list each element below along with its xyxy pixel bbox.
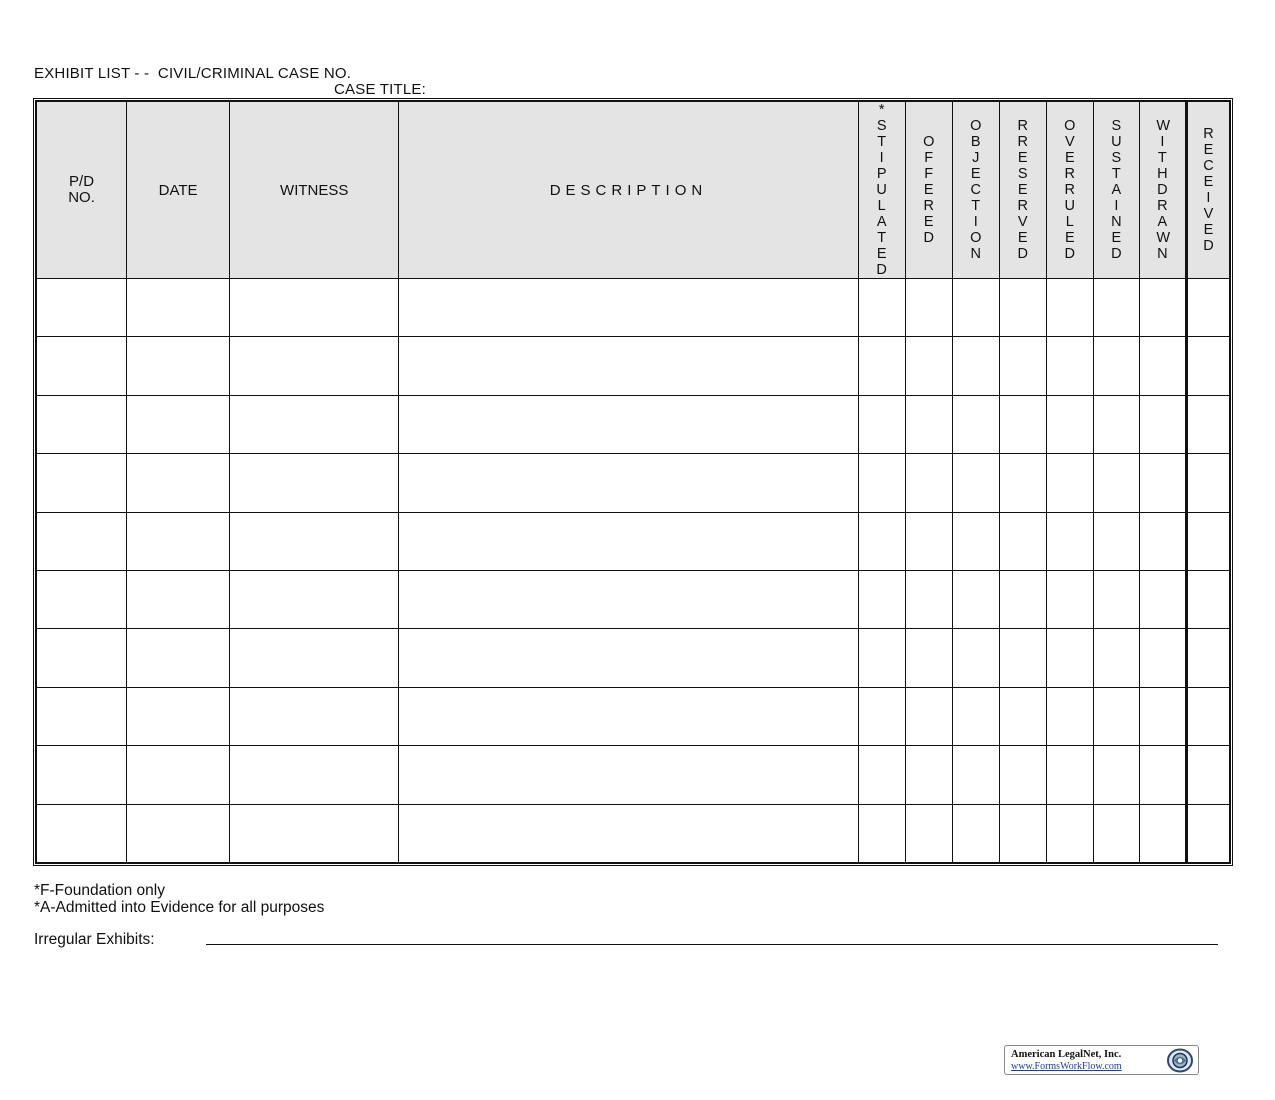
cell-stipulated[interactable] — [858, 570, 905, 628]
cell-received[interactable] — [1186, 512, 1229, 570]
cell-date[interactable] — [127, 687, 230, 745]
footnote-foundation: *F-Foundation only — [34, 882, 165, 899]
cell-withdrawn[interactable] — [1139, 454, 1186, 512]
table-row — [37, 804, 1230, 862]
cell-withdrawn[interactable] — [1139, 395, 1186, 453]
table-row — [37, 512, 1230, 570]
cell-overruled[interactable] — [1046, 337, 1093, 395]
cell-withdrawn[interactable] — [1139, 746, 1186, 804]
cell-offered[interactable] — [905, 570, 952, 628]
cell-date[interactable] — [127, 279, 230, 337]
cell-description[interactable] — [399, 279, 858, 337]
cell-stipulated[interactable] — [858, 512, 905, 570]
cell-pd_no[interactable] — [37, 687, 127, 745]
cell-objection[interactable] — [952, 746, 999, 804]
cell-witness[interactable] — [230, 570, 399, 628]
cell-witness[interactable] — [230, 454, 399, 512]
cell-stipulated[interactable] — [858, 746, 905, 804]
col-header-overruled — [1046, 102, 1093, 279]
cell-offered[interactable] — [905, 746, 952, 804]
cell-description[interactable] — [399, 629, 858, 687]
cell-stipulated[interactable] — [858, 687, 905, 745]
cell-sustained[interactable] — [1093, 629, 1139, 687]
cell-received[interactable] — [1186, 629, 1229, 687]
cell-overruled[interactable] — [1046, 804, 1093, 862]
col-header-sustained — [1093, 102, 1139, 279]
col-header-received — [1186, 102, 1229, 279]
table-row — [37, 746, 1230, 804]
table-row — [37, 687, 1230, 745]
cell-date[interactable] — [127, 395, 230, 453]
cell-sustained[interactable] — [1093, 395, 1139, 453]
cell-sustained[interactable] — [1093, 687, 1139, 745]
col-header-label: DESCRIPTION — [549, 181, 708, 199]
col-header-stipulated — [858, 102, 905, 279]
cell-description[interactable] — [399, 512, 858, 570]
cell-objection[interactable] — [952, 454, 999, 512]
cell-stipulated[interactable] — [858, 279, 905, 337]
cell-description[interactable] — [399, 804, 858, 862]
exhibit-table — [36, 101, 1230, 863]
col-header-label: RECEIVED — [1203, 126, 1214, 254]
cell-offered[interactable] — [905, 687, 952, 745]
cell-witness[interactable] — [230, 279, 399, 337]
cell-pd_no[interactable] — [37, 454, 127, 512]
table-row — [37, 570, 1230, 628]
globe-icon — [1160, 1047, 1196, 1074]
cell-reserved[interactable] — [999, 629, 1046, 687]
cell-received[interactable] — [1186, 746, 1229, 804]
cell-withdrawn[interactable] — [1139, 687, 1186, 745]
cell-offered[interactable] — [905, 337, 952, 395]
col-header-date — [127, 102, 230, 279]
cell-date[interactable] — [127, 337, 230, 395]
cell-pd_no[interactable] — [37, 570, 127, 628]
cell-withdrawn[interactable] — [1139, 629, 1186, 687]
cell-overruled[interactable] — [1046, 570, 1093, 628]
exhibit-list-title: EXHIBIT LIST - - CIVIL/CRIMINAL CASE NO. — [34, 65, 352, 82]
col-header-description — [399, 102, 858, 279]
col-header-label: DATE — [158, 181, 198, 199]
col-header-label: OBJECTION — [970, 118, 982, 262]
cell-offered[interactable] — [905, 395, 952, 453]
cell-reserved[interactable] — [999, 570, 1046, 628]
cell-stipulated[interactable] — [858, 629, 905, 687]
cell-reserved[interactable] — [999, 687, 1046, 745]
logo-company-name: American LegalNet, Inc. — [1011, 1049, 1122, 1060]
cell-objection[interactable] — [952, 687, 999, 745]
cell-received[interactable] — [1186, 687, 1229, 745]
col-header-label: OFFERED — [923, 134, 935, 246]
irregular-exhibits-field[interactable] — [206, 944, 1218, 945]
case-title-label: CASE TITLE: — [334, 81, 426, 98]
cell-description[interactable] — [399, 570, 858, 628]
cell-reserved[interactable] — [999, 512, 1046, 570]
cell-witness[interactable] — [230, 512, 399, 570]
table-row — [37, 337, 1230, 395]
cell-overruled[interactable] — [1046, 746, 1093, 804]
cell-overruled[interactable] — [1046, 629, 1093, 687]
cell-objection[interactable] — [952, 804, 999, 862]
cell-withdrawn[interactable] — [1139, 804, 1186, 862]
cell-received[interactable] — [1186, 454, 1229, 512]
cell-offered[interactable] — [905, 629, 952, 687]
cell-pd_no[interactable] — [37, 279, 127, 337]
cell-pd_no[interactable] — [37, 804, 127, 862]
cell-date[interactable] — [127, 629, 230, 687]
cell-date[interactable] — [127, 804, 230, 862]
col-header-label: R RESERVED — [1017, 118, 1033, 262]
cell-objection[interactable] — [952, 337, 999, 395]
col-header-label: P/D NO. — [68, 173, 95, 206]
cell-sustained[interactable] — [1093, 279, 1139, 337]
cell-reserved[interactable] — [999, 804, 1046, 862]
cell-witness[interactable] — [230, 395, 399, 453]
cell-sustained[interactable] — [1093, 804, 1139, 862]
cell-description[interactable] — [399, 746, 858, 804]
cell-objection[interactable] — [952, 570, 999, 628]
table-row — [37, 629, 1230, 687]
cell-sustained[interactable] — [1093, 570, 1139, 628]
cell-offered[interactable] — [905, 512, 952, 570]
col-header-label: SUSTAINED — [1111, 118, 1122, 262]
cell-date[interactable] — [127, 746, 230, 804]
cell-received[interactable] — [1186, 570, 1229, 628]
cell-objection[interactable] — [952, 512, 999, 570]
cell-pd_no[interactable] — [37, 746, 127, 804]
cell-pd_no[interactable] — [37, 337, 127, 395]
cell-received[interactable] — [1186, 279, 1229, 337]
cell-description[interactable] — [399, 395, 858, 453]
cell-objection[interactable] — [952, 279, 999, 337]
cell-overruled[interactable] — [1046, 512, 1093, 570]
cell-withdrawn[interactable] — [1139, 337, 1186, 395]
col-header-label: OVERRULED — [1064, 118, 1076, 262]
cell-date[interactable] — [127, 512, 230, 570]
col-header-pd-no — [37, 102, 127, 279]
cell-received[interactable] — [1186, 395, 1229, 453]
irregular-exhibits-label: Irregular Exhibits: — [34, 931, 155, 948]
cell-witness[interactable] — [230, 746, 399, 804]
cell-overruled[interactable] — [1046, 687, 1093, 745]
cell-reserved[interactable] — [999, 746, 1046, 804]
cell-stipulated[interactable] — [858, 454, 905, 512]
cell-reserved[interactable] — [999, 279, 1046, 337]
cell-pd_no[interactable] — [37, 629, 127, 687]
cell-description[interactable] — [399, 454, 858, 512]
cell-witness[interactable] — [230, 804, 399, 862]
cell-reserved[interactable] — [999, 395, 1046, 453]
exhibit-table-container — [33, 98, 1233, 866]
cell-reserved[interactable] — [999, 337, 1046, 395]
cell-reserved[interactable] — [999, 454, 1046, 512]
cell-sustained[interactable] — [1093, 337, 1139, 395]
cell-offered[interactable] — [905, 804, 952, 862]
cell-witness[interactable] — [230, 337, 399, 395]
cell-objection[interactable] — [952, 395, 999, 453]
cell-objection[interactable] — [952, 629, 999, 687]
cell-sustained[interactable] — [1093, 454, 1139, 512]
col-header-offered — [905, 102, 952, 279]
cell-offered[interactable] — [905, 454, 952, 512]
col-header-witness — [230, 102, 399, 279]
cell-witness[interactable] — [230, 687, 399, 745]
col-header-label: WITNESS — [280, 181, 349, 199]
table-header-row — [37, 102, 1230, 279]
col-header-withdrawn — [1139, 102, 1186, 279]
footnote-admitted: *A-Admitted into Evidence for all purposes — [34, 899, 325, 916]
table-row — [37, 279, 1230, 337]
cell-date[interactable] — [127, 454, 230, 512]
american-legalnet-logo — [1004, 1045, 1199, 1075]
table-row — [37, 454, 1230, 512]
cell-pd_no[interactable] — [37, 512, 127, 570]
cell-date[interactable] — [127, 570, 230, 628]
col-header-reserved — [999, 102, 1046, 279]
cell-sustained[interactable] — [1093, 512, 1139, 570]
cell-stipulated[interactable] — [858, 804, 905, 862]
cell-stipulated[interactable] — [858, 337, 905, 395]
cell-received[interactable] — [1186, 804, 1229, 862]
col-header-label: *STIPULATED — [876, 102, 887, 278]
cell-description[interactable] — [399, 337, 858, 395]
table-row — [37, 395, 1230, 453]
cell-overruled[interactable] — [1046, 454, 1093, 512]
cell-offered[interactable] — [905, 279, 952, 337]
cell-description[interactable] — [399, 687, 858, 745]
cell-received[interactable] — [1186, 337, 1229, 395]
col-header-label: WITHDRAWN — [1156, 118, 1171, 262]
cell-withdrawn[interactable] — [1139, 279, 1186, 337]
col-header-objection — [952, 102, 999, 279]
logo-url-link[interactable]: www.FormsWorkFlow.com — [1011, 1061, 1122, 1072]
cell-pd_no[interactable] — [37, 395, 127, 453]
cell-sustained[interactable] — [1093, 746, 1139, 804]
cell-withdrawn[interactable] — [1139, 570, 1186, 628]
cell-overruled[interactable] — [1046, 279, 1093, 337]
cell-stipulated[interactable] — [858, 395, 905, 453]
cell-withdrawn[interactable] — [1139, 512, 1186, 570]
cell-witness[interactable] — [230, 629, 399, 687]
cell-overruled[interactable] — [1046, 395, 1093, 453]
